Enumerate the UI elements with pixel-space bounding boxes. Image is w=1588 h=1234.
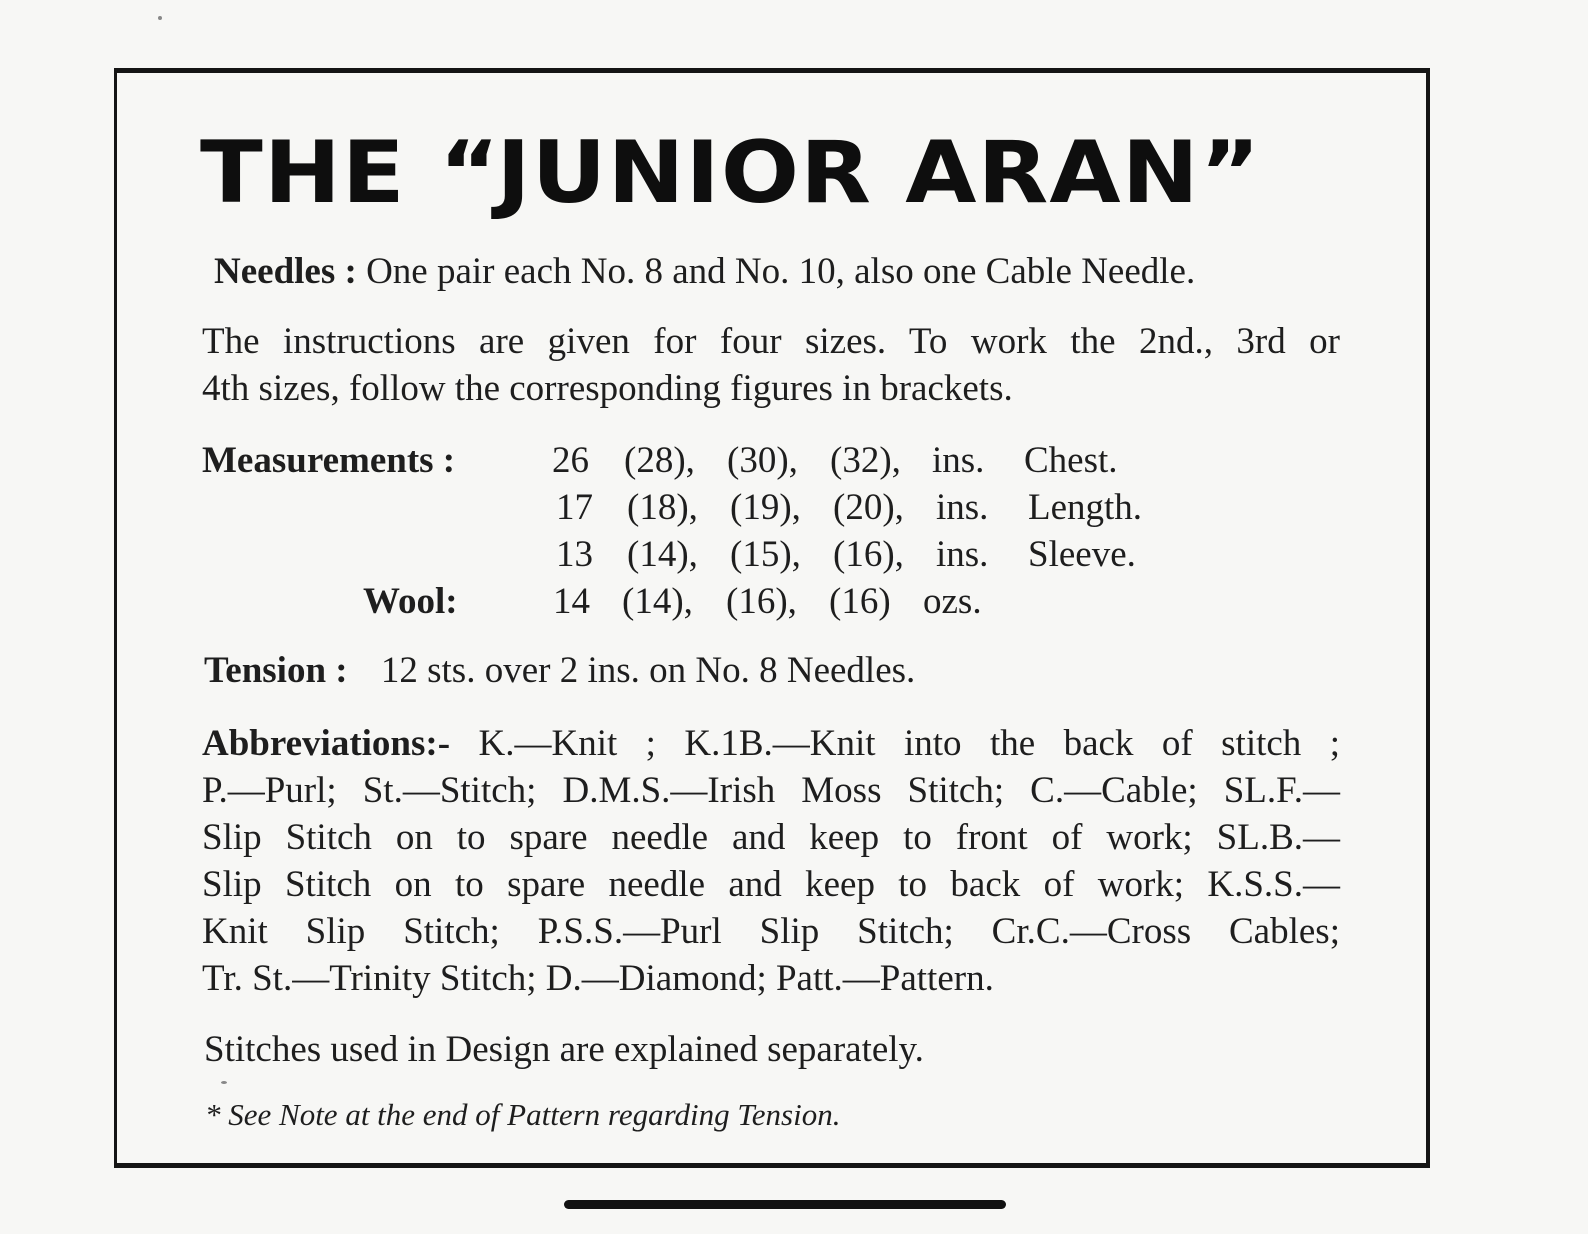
size-3-value: (30), <box>727 440 798 481</box>
abbreviations-line-4: Slip Stitch on to spare needle and keep to back of work; K.S.S.— <box>202 864 1340 905</box>
abbreviations-first-line: K.—Knit ; K.1B.—Knit into the back of stitch ; <box>478 723 1341 764</box>
size-1-value: 17 <box>556 487 593 528</box>
needles-line <box>214 248 1195 295</box>
abbreviations-line-2: P.—Purl; St.—Stitch; D.M.S.—Irish Moss Stitch; C.—Cable; SL.F.— <box>202 770 1340 811</box>
size-3-value: (16), <box>726 581 797 622</box>
unit: ins. <box>936 487 989 528</box>
home-indicator[interactable] <box>564 1200 1006 1209</box>
measurement-name: Sleeve. <box>1028 534 1136 575</box>
stitches-note: Stitches used in Design are explained separately. <box>204 1029 924 1070</box>
measurements-label: Measurements : <box>202 440 456 481</box>
size-2-value: (14), <box>627 534 698 575</box>
size-2-value: (18), <box>627 487 698 528</box>
size-3-value: (19), <box>730 487 801 528</box>
wool-label: Wool: <box>363 581 458 622</box>
needles-text: One pair each No. 8 and No. 10, also one Cable Needle. <box>366 251 1196 292</box>
size-1-value: 26 <box>552 440 589 481</box>
unit: ins. <box>936 534 989 575</box>
unit: ozs. <box>923 581 982 622</box>
size-2-value: (14), <box>622 581 693 622</box>
abbreviations-label: Abbreviations:- <box>202 723 451 764</box>
size-4-value: (20), <box>833 487 904 528</box>
size-2-value: (28), <box>624 440 695 481</box>
tension-footnote: * See Note at the end of Pattern regarding Tension. <box>205 1097 841 1132</box>
size-4-value: (16) <box>829 581 891 622</box>
paper-speck <box>158 16 162 20</box>
size-1-value: 13 <box>556 534 593 575</box>
tension-text: 12 sts. over 2 ins. on No. 8 Needles. <box>380 650 916 691</box>
measurement-name: Length. <box>1028 487 1143 528</box>
intro-line-2: 4th sizes, follow the corresponding figures in brackets. <box>202 368 1013 409</box>
size-1-value: 14 <box>553 581 590 622</box>
abbreviations-line-5: Knit Slip Stitch; P.S.S.—Purl Slip Stitch; Cr.C.—Cross Cables; <box>202 911 1340 952</box>
abbreviations-line-1 <box>202 720 1340 767</box>
abbreviations-line-3: Slip Stitch on to spare needle and keep to front of work; SL.B.— <box>202 817 1340 858</box>
intro-line-1: The instructions are given for four sizes. To work the 2nd., 3rd or <box>202 321 1340 362</box>
abbreviations-line-6: Tr. St.—Trinity Stitch; D.—Diamond; Patt.—Pattern. <box>202 958 994 999</box>
size-4-value: (16), <box>833 534 904 575</box>
pattern-title: THE “JUNIOR ARAN” <box>200 123 1262 223</box>
tension-label: Tension : <box>204 650 348 691</box>
needles-label: Needles : <box>214 251 357 292</box>
tension-line <box>204 647 915 694</box>
measurement-name: Chest. <box>1024 440 1118 481</box>
size-3-value: (15), <box>730 534 801 575</box>
unit: ins. <box>932 440 985 481</box>
size-4-value: (32), <box>830 440 901 481</box>
